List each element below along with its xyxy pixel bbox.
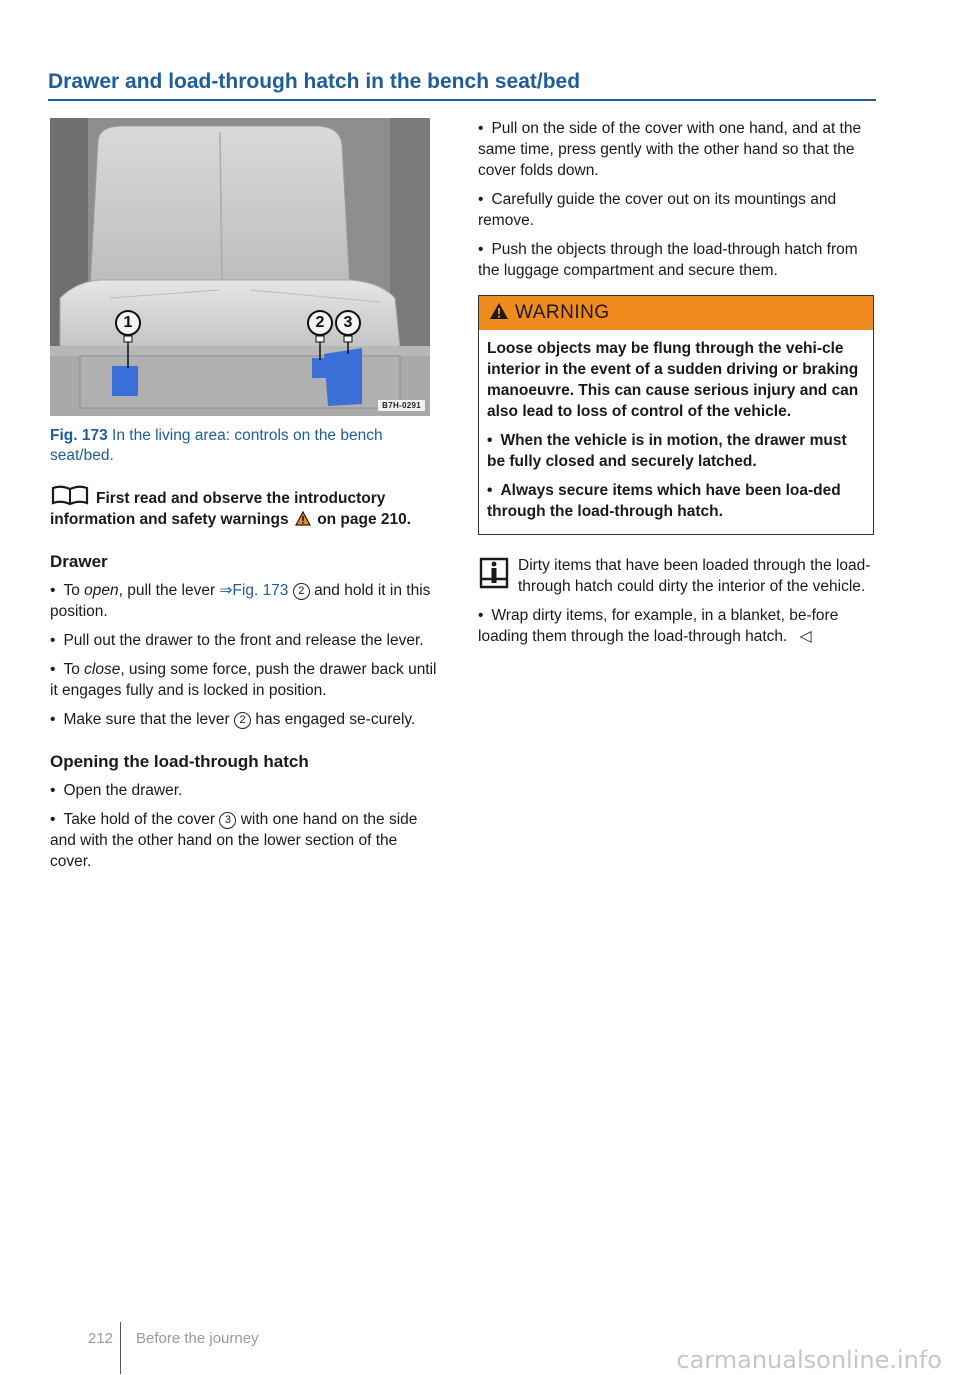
text: To [63, 582, 80, 599]
callout-2: 2 [307, 310, 333, 336]
page-number: 212 [88, 1330, 114, 1347]
text: has engaged se-curely. [255, 711, 416, 728]
text: with one hand on the side and with the other hand on the lower section of the cover. [50, 811, 418, 870]
figure-bench-seat [50, 118, 430, 416]
bench-seat-illustration [50, 118, 430, 416]
warning-box [478, 295, 874, 535]
drawer-step-2: • Pull out the drawer to the front and release the lever. [50, 630, 442, 651]
intro-text-2: on page 210. [317, 511, 412, 528]
note-item-1 [478, 605, 874, 647]
warning-triangle-icon [489, 302, 509, 320]
end-marker-icon: ◁ [799, 628, 812, 645]
warning-body [479, 330, 873, 534]
warning-triangle-icon [295, 511, 311, 526]
text: , pull the lever [118, 582, 216, 599]
hatch-step-2 [50, 809, 442, 872]
hatch-step-3: • Pull on the side of the cover with one hand, and at the same time, press gently with the other hand so that the cover folds down. [478, 118, 874, 181]
hatch-step-1: • Open the drawer. [50, 780, 442, 801]
left-column [50, 118, 442, 880]
figure-link[interactable]: Fig. 173 [232, 582, 289, 599]
warning-header [479, 296, 873, 330]
warning-item-2: • Always secure items which have been loa-ded through the load-through hatch. [487, 480, 865, 522]
intro-text-1: First read and observe the introductory information and safety warnings [50, 490, 386, 528]
figure-label: Fig. 173 [50, 427, 108, 444]
figure-caption [50, 426, 442, 466]
note-text: Dirty items that have been loaded through the load-through hatch could dirty the interior of the vehicle. [518, 557, 871, 595]
text: Take hold of the cover [63, 811, 216, 828]
warning-title: WARNING [515, 302, 610, 323]
warning-item-1: • When the vehicle is in motion, the drawer must be fully closed and securely latched. [487, 430, 865, 472]
callout-1: 1 [115, 310, 141, 336]
drawer-heading: Drawer [50, 552, 108, 571]
drawer-step-3 [50, 659, 442, 701]
footer-divider [120, 1322, 121, 1374]
text: Wrap dirty items, for example, in a blanket, be-fore loading them through the load-through hatch. [478, 607, 839, 645]
drawer-step-4 [50, 709, 442, 730]
text: To [63, 661, 80, 678]
right-column [478, 118, 874, 655]
info-note [478, 555, 874, 647]
figure-code: B7H-0291 [378, 400, 425, 411]
ref-circle: 3 [219, 812, 236, 829]
ref-circle: 2 [293, 583, 310, 600]
text: Make sure that the lever [63, 711, 230, 728]
warning-intro: Loose objects may be flung through the vehi-cle interior in the event of a sudden driving or braking manoeuvre. This can cause serious injury and can also lead to loss of control of the vehicle. [487, 340, 859, 420]
footer-section: Before the journey [136, 1330, 259, 1347]
book-icon [50, 484, 90, 506]
emphasis: close [84, 661, 121, 678]
arrow-right-icon: ⇒ [219, 582, 233, 599]
figure-caption-text: In the living area: controls on the bench seat/bed. [50, 427, 383, 464]
page-title: Drawer and load-through hatch in the bench seat/bed [48, 70, 876, 101]
emphasis: open [84, 582, 119, 599]
drawer-lever-part [112, 366, 138, 396]
ref-circle: 2 [234, 712, 251, 729]
hatch-step-5: • Push the objects through the load-through hatch from the luggage compartment and secure them. [478, 239, 874, 281]
watermark: carmanualsonline.info [676, 1346, 942, 1374]
text: and hold it in this position. [50, 582, 431, 620]
intro-notice [50, 484, 442, 530]
info-icon [478, 557, 510, 589]
callout-3: 3 [335, 310, 361, 336]
hatch-step-4: • Carefully guide the cover out on its mountings and remove. [478, 189, 874, 231]
text: , using some force, push the drawer back until it engages fully and is locked in position. [50, 661, 437, 699]
hatch-cover-part [324, 348, 362, 406]
hatch-heading: Opening the load-through hatch [50, 752, 309, 771]
drawer-step-1 [50, 580, 442, 622]
